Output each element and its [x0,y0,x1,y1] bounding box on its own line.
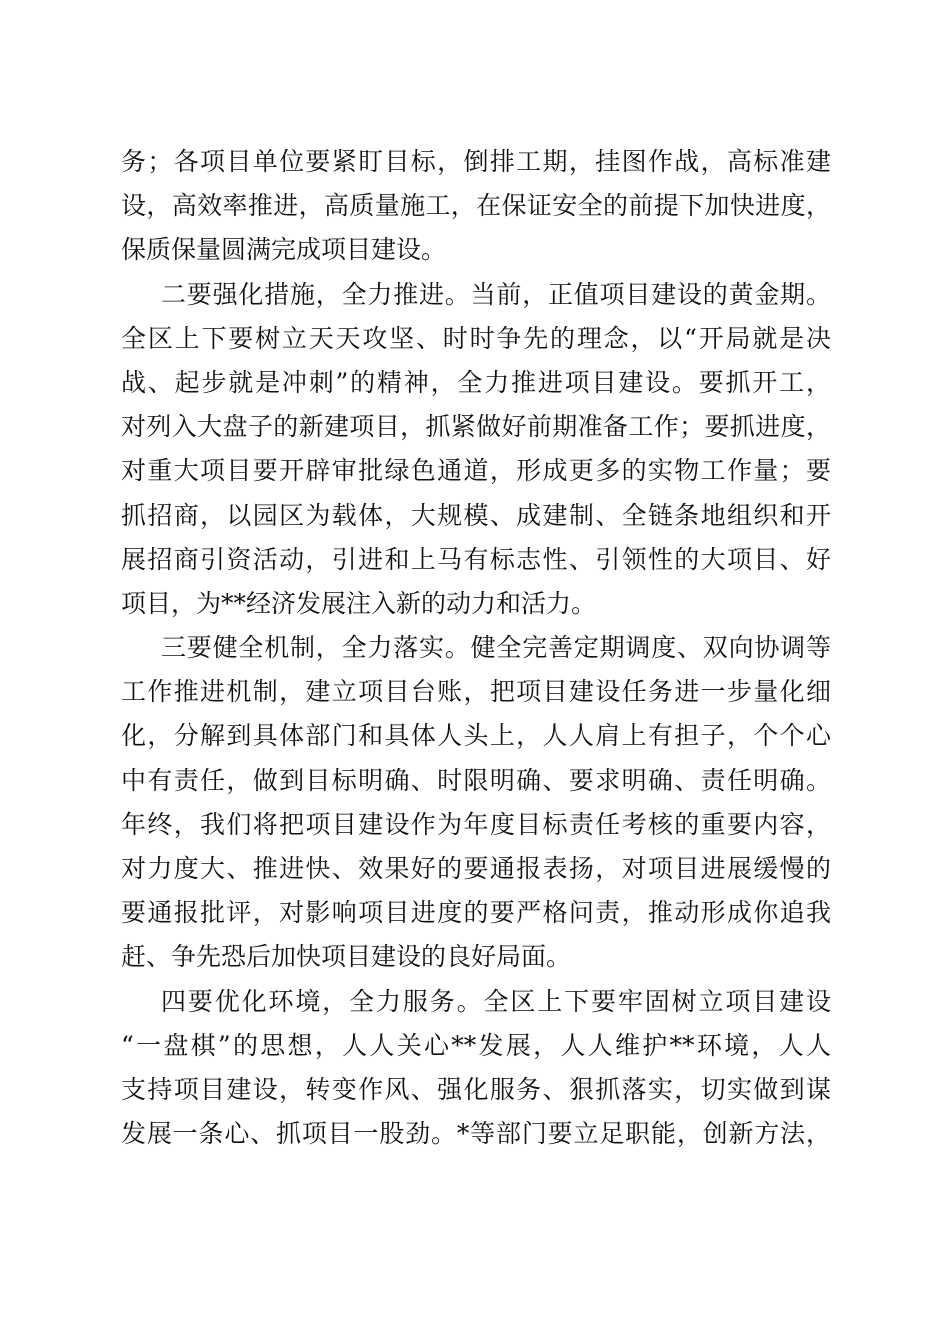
text-line: 三要健全机制，全力落实。健全完善定期调度、双向协调等 [161,633,831,663]
text-line: 中有责任，做到目标明确、时限明确、要求明确、责任明确。 [121,765,831,795]
text-line: 二要强化措施，全力推进。当前，正值项目建设的黄金期。 [161,279,831,309]
text-line: 全区上下要树立天天攻坚、时时争先的理念，以“开局就是决 [121,323,831,353]
text-line: 支持项目建设，转变作风、强化服务、狠抓落实，切实做到谋 [121,1074,831,1104]
text-line: 化，分解到具体部门和具体人头上，人人肩上有担子，个个心 [121,721,831,751]
text-line: “一盘棋”的思想，人人关心**发展，人人维护**环境，人人 [121,1030,831,1060]
text-line: 要通报批评，对影响项目进度的要严格问责，推动形成你追我 [121,898,831,928]
text-line: 战、起步就是冲刺”的精神，全力推进项目建设。要抓开工， [121,367,831,397]
document-body [121,140,831,1156]
text-line: 保质保量圆满完成项目建设。 [121,235,447,265]
text-line: 发展一条心、抓项目一股劲。*等部门要立足职能，创新方法， [121,1119,831,1149]
text-line: 对力度大、推进快、效果好的要通报表扬，对项目进展缓慢的 [121,854,831,883]
text-line: 项目，为**经济发展注入新的动力和活力。 [121,588,597,618]
paragraph-1 [121,140,831,273]
text-line: 展招商引资活动，引进和上马有标志性、引领性的大项目、好 [121,544,831,574]
text-line: 赶、争先恐后加快项目建设的良好局面。 [121,942,572,972]
text-line: 工作推进机制，建立项目台账，把项目建设任务进一步量化细 [121,677,831,707]
text-line: 年终，我们将把项目建设作为年度目标责任考核的重要内容， [121,809,831,839]
paragraph-2 [121,273,831,627]
text-line: 抓招商，以园区为载体，大规模、成建制、全链条地组织和开 [121,500,831,530]
text-line: 四要优化环境，全力服务。全区上下要牢固树立项目建设 [161,986,831,1016]
text-line: 设，高效率推进，高质量施工，在保证安全的前提下加快进度， [121,191,831,221]
paragraph-4 [121,980,831,1157]
text-line: 对列入大盘子的新建项目，抓紧做好前期准备工作；要抓进度， [121,412,831,442]
paragraph-3 [121,626,831,980]
text-line: 务；各项目单位要紧盯目标，倒排工期，挂图作战，高标准建 [121,147,831,176]
text-line: 对重大项目要开辟审批绿色通道，形成更多的实物工作量；要 [121,456,831,486]
